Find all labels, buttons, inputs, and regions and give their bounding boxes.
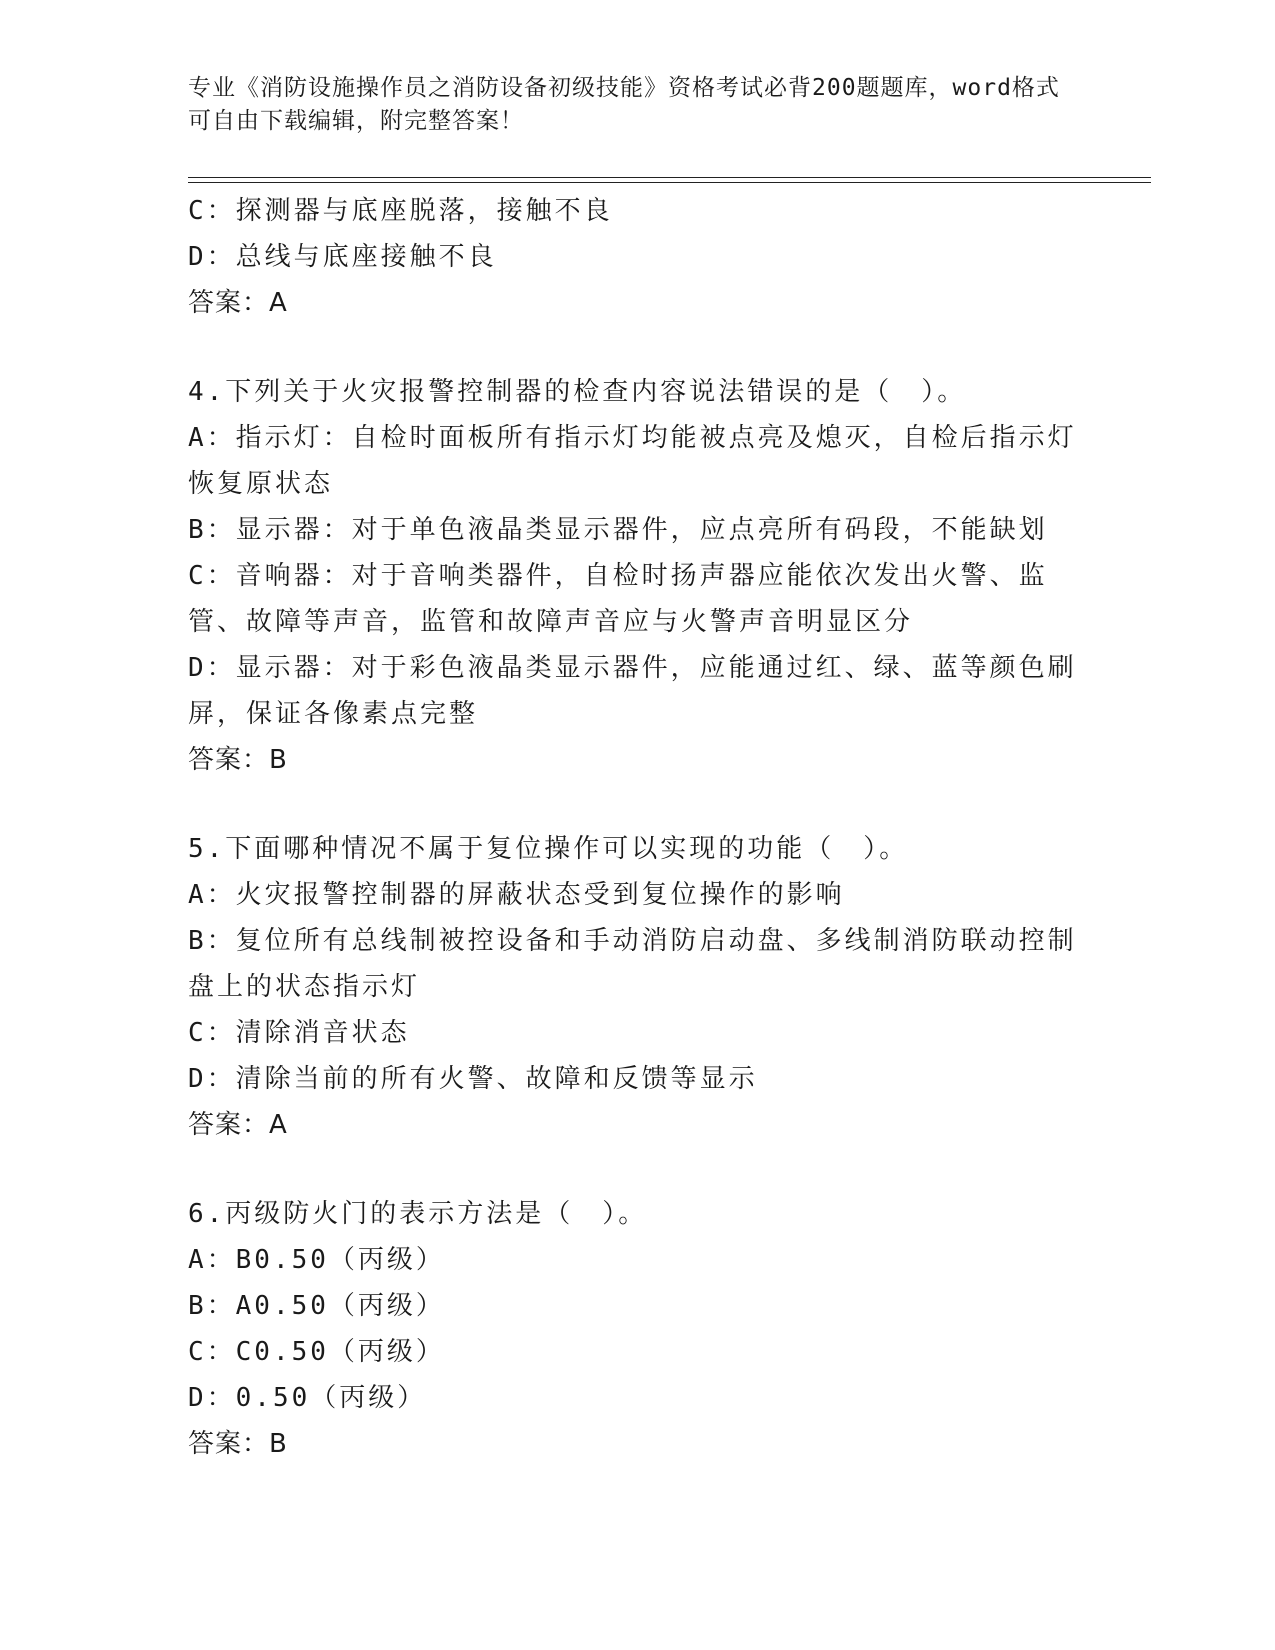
option-d: D：清除当前的所有火警、故障和反馈等显示 xyxy=(188,1064,758,1094)
option-b: B：A0.50（丙级） xyxy=(188,1291,445,1321)
option-d: D：显示器：对于彩色液晶类显示器件，应能通过红、绿、蓝等颜色刷屏，保证各像素点完整 xyxy=(188,653,1077,729)
option-b: B：复位所有总线制被控设备和手动消防启动盘、多线制消防联动控制盘上的状态指示灯 xyxy=(188,926,1077,1002)
question-block-continued xyxy=(188,188,1078,326)
question-stem: 5.下面哪种情况不属于复位操作可以实现的功能（ ）。 xyxy=(188,834,909,864)
document-header xyxy=(188,72,1068,138)
option-c: C：音响器：对于音响类器件，自检时扬声器应能依次发出火警、监管、故障等声音，监管和故障声音应与火警声音明显区分 xyxy=(188,561,1048,637)
option-c: C：清除消音状态 xyxy=(188,1018,410,1048)
option-d: D：0.50（丙级） xyxy=(188,1383,427,1413)
spacer xyxy=(188,783,1078,826)
spacer xyxy=(188,326,1078,369)
answer-line: 答案：A xyxy=(188,1110,288,1140)
option-b: B：显示器：对于单色液晶类显示器件，应点亮所有码段，不能缺划 xyxy=(188,515,1048,545)
question-stem: 4.下列关于火灾报警控制器的检查内容说法错误的是（ ）。 xyxy=(188,377,967,407)
header-title: 专业《消防设施操作员之消防设备初级技能》资格考试必背200题题库，word格式可自由下载编辑，附完整答案！ xyxy=(188,75,1060,134)
spacer xyxy=(188,1148,1078,1191)
option-a: A：火灾报警控制器的屏蔽状态受到复位操作的影响 xyxy=(188,880,845,910)
option-a: A：B0.50（丙级） xyxy=(188,1245,445,1275)
question-stem: 6.丙级防火门的表示方法是（ ）。 xyxy=(188,1199,648,1229)
option-d: D：总线与底座接触不良 xyxy=(188,242,497,272)
question-block xyxy=(188,826,1078,1148)
option-c: C：探测器与底座脱落，接触不良 xyxy=(188,196,613,226)
header-rule-top xyxy=(188,177,1151,178)
option-c: C：C0.50（丙级） xyxy=(188,1337,445,1367)
header-rule-bottom xyxy=(188,182,1151,183)
question-block xyxy=(188,369,1078,783)
answer-line: 答案：B xyxy=(188,745,288,775)
option-a: A：指示灯：自检时面板所有指示灯均能被点亮及熄灭，自检后指示灯恢复原状态 xyxy=(188,423,1077,499)
question-block xyxy=(188,1191,1078,1467)
answer-line: 答案：A xyxy=(188,288,288,318)
question-list xyxy=(188,188,1078,1467)
answer-line: 答案：B xyxy=(188,1429,288,1459)
